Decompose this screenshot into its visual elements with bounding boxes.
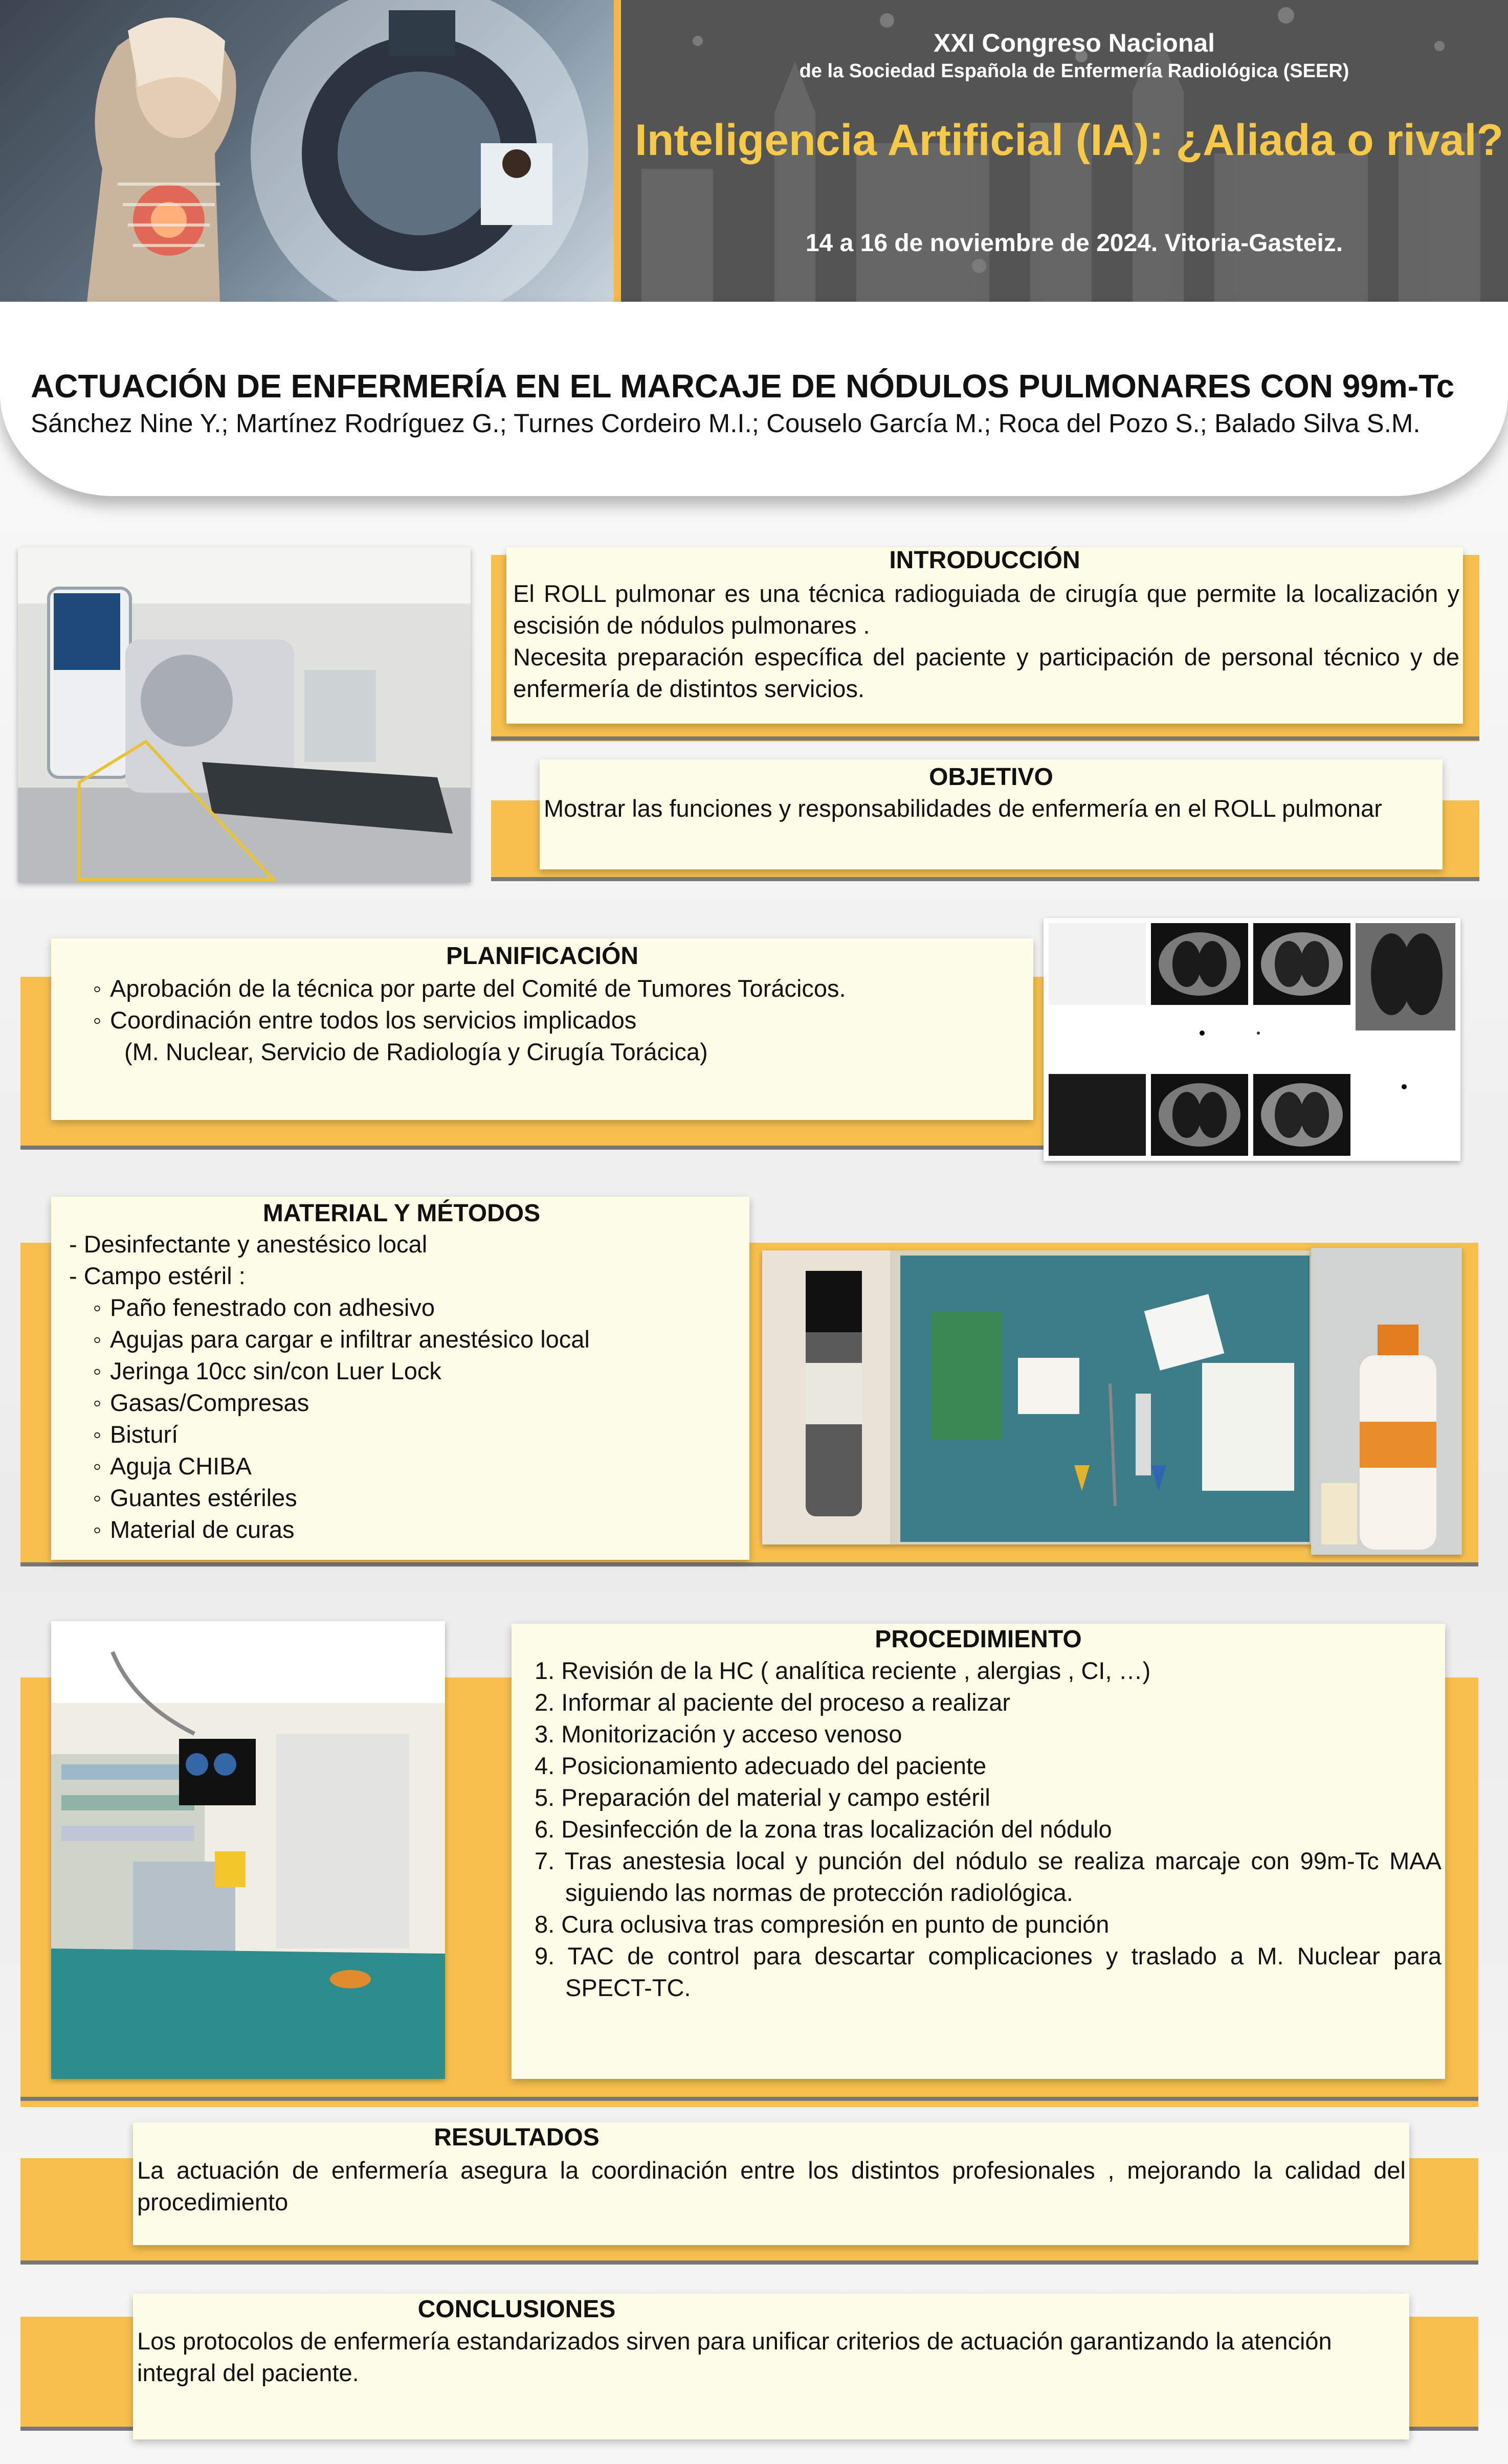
strip-divider <box>20 2260 1478 2265</box>
strip-divider <box>491 736 1479 741</box>
congress-title: XXI Congreso Nacional <box>933 29 1215 57</box>
procedure-step: 9. TAC de control para descartar complicaciones y traslado a M. Nuclear para SPECT-TC. <box>535 1942 1442 2001</box>
planning-list <box>84 973 1036 1036</box>
procedure-step: 1. Revisión de la HC ( analítica reciente , alergias , CI, …) <box>535 1657 1151 1684</box>
materials-item: ◦ Paño fenestrado con adhesivo <box>84 1292 749 1324</box>
procedure-step: 6. Desinfección de la zona tras localización del nódulo <box>535 1816 1112 1843</box>
paper-title: ACTUACIÓN DE ENFERMERÍA EN EL MARCAJE DE NÓDULOS PULMONARES CON 99m-Tc <box>31 368 1455 405</box>
spect-ct-room-photo <box>18 547 471 882</box>
materials-heading: MATERIAL Y MÉTODOS <box>262 1200 541 1227</box>
procedure-step: 5. Preparación del material y campo estéril <box>535 1784 990 1811</box>
congress-society: de la Sociedad Española de Enfermería Radiológica (SEER) <box>799 60 1349 82</box>
strip-divider <box>491 877 1479 881</box>
materials-item: ◦ Material de curas <box>84 1514 749 1545</box>
objective-heading: OBJETIVO <box>929 764 1053 791</box>
scanner-room-image <box>18 547 471 882</box>
materials-item: ◦ Bisturí <box>84 1419 749 1450</box>
intro-paragraph-2: Necesita preparación específica del paciente y participación de personal técnico y de enfermería de distintos servicios. <box>513 643 1459 702</box>
ai-body-scanner-illustration <box>0 0 614 302</box>
congress-headline: Inteligencia Artificial (IA): ¿Aliada o rival? <box>635 116 1503 165</box>
disinfectant-photo <box>1311 1248 1462 1555</box>
materials-item: ◦ Gasas/Compresas <box>84 1387 749 1419</box>
materials-line: - Desinfectante y anestésico local <box>69 1230 428 1258</box>
strip-divider <box>20 2097 1478 2101</box>
ct-scan-images <box>1044 918 1460 1161</box>
sterile-field-image <box>762 1250 1312 1544</box>
disinfectant-bottle-image <box>1311 1248 1462 1555</box>
procedure-steps <box>535 1655 1442 2004</box>
materials-item: ◦ Aguja CHIBA <box>84 1450 749 1482</box>
materials-line: - Campo estéril : <box>69 1262 246 1289</box>
materials-list <box>84 1292 749 1545</box>
sterile-field-photo <box>762 1250 1312 1544</box>
planning-item: ◦ Aprobación de la técnica por parte del Comité de Tumores Torácicos. <box>84 973 1036 1004</box>
planning-heading: PLANIFICACIÓN <box>446 943 638 970</box>
procedure-step: 3. Monitorización y acceso venoso <box>535 1720 902 1748</box>
procedure-step: 8. Cura oclusiva tras compresión en punto de punción <box>535 1911 1110 1938</box>
planning-item: ◦ Coordinación entre todos los servicios implicados <box>84 1004 1036 1036</box>
header-illustration <box>0 0 614 302</box>
materials-item: ◦ Jeringa 10cc sin/con Luer Lock <box>84 1355 749 1387</box>
procedure-step: 2. Informar al paciente del proceso a realizar <box>535 1689 1011 1716</box>
header-banner <box>0 0 1508 302</box>
planning-services: (M. Nuclear, Servicio de Radiología y Cirugía Torácica) <box>124 1038 708 1065</box>
results-heading: RESULTADOS <box>434 2124 600 2151</box>
procedure-heading: PROCEDIMIENTO <box>875 1626 1082 1653</box>
materials-item: ◦ Agujas para cargar e infiltrar anestésico local <box>84 1324 749 1355</box>
conclusions-text: Los protocolos de enfermería estandarizados sirven para unificar criterios de actuación garantizando la atención integral del paciente. <box>137 2327 1332 2386</box>
procedure-room-image <box>51 1621 445 2079</box>
objective-text: Mostrar las funciones y responsabilidades de enfermería en el ROLL pulmonar <box>544 795 1382 822</box>
strip-divider <box>20 1562 1478 1566</box>
procedure-step: 7. Tras anestesia local y punción del nódulo se realiza marcaje con 99m-Tc MAA siguiendo las normas de protección radiológica. <box>535 1847 1442 1906</box>
results-text: La actuación de enfermería asegura la coordinación entre los distintos profesionales , mejorando la calidad del procedimiento <box>137 2157 1406 2215</box>
strip-divider <box>20 1146 1044 1150</box>
ct-images-panel <box>1044 918 1460 1161</box>
procedure-room-photo <box>51 1621 445 2079</box>
materials-item: ◦ Guantes estériles <box>84 1482 749 1514</box>
procedure-step: 4. Posicionamiento adecuado del paciente <box>535 1752 987 1779</box>
conclusions-heading: CONCLUSIONES <box>417 2296 616 2323</box>
intro-paragraph-1: El ROLL pulmonar es una técnica radioguiada de cirugía que permite la localización y escisión de nódulos pulmonares . <box>513 580 1459 639</box>
intro-heading: INTRODUCCIÓN <box>889 547 1080 574</box>
header-divider <box>614 0 621 302</box>
event-dates: 14 a 16 de noviembre de 2024. Vitoria-Gasteiz. <box>805 230 1343 257</box>
paper-authors: Sánchez Nine Y.; Martínez Rodríguez G.; Turnes Cordeiro M.I.; Couselo García M.; Roca del Pozo S.; Balado Silva S.M. <box>31 409 1421 438</box>
